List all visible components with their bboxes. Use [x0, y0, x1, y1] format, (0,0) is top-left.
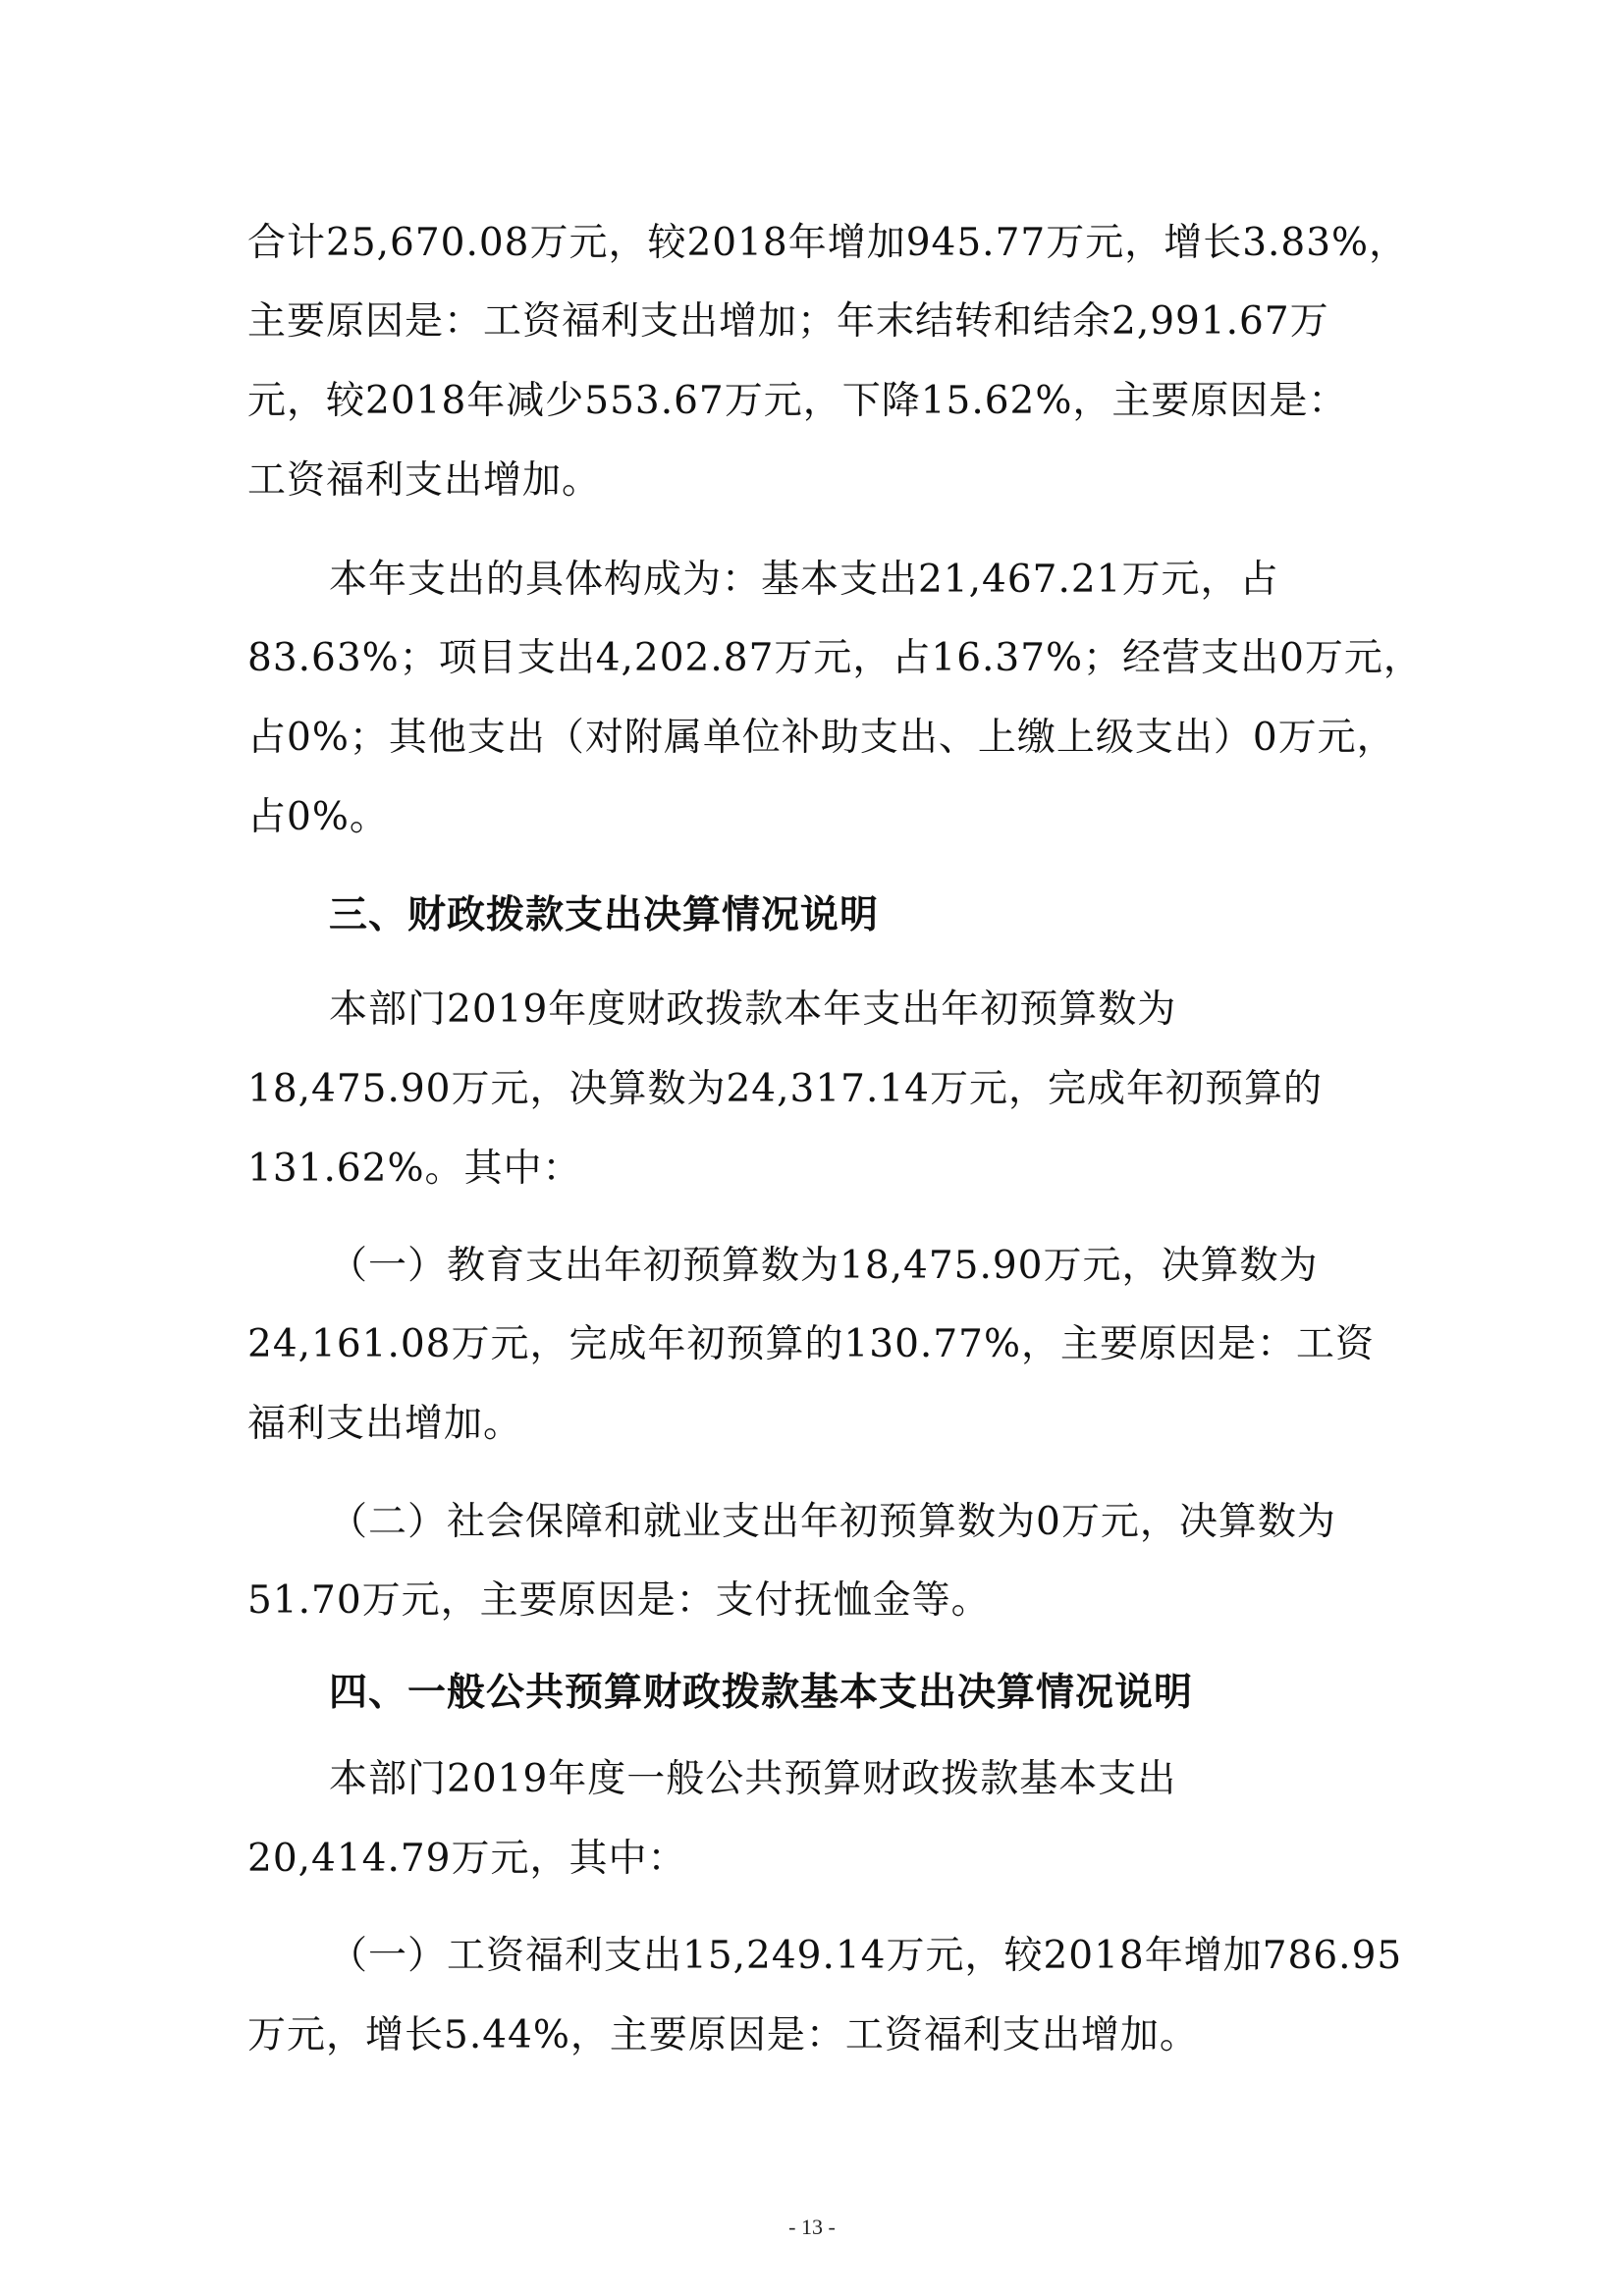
- paragraph-1-line-2: 主要原因是：工资福利支出增加；年末结转和结余2,991.67万: [247, 299, 1329, 344]
- paragraph-2-line-1: 本年支出的具体构成为：基本支出21,467.21万元，占: [329, 558, 1279, 602]
- paragraph-5-line-1: （二）社会保障和就业支出年初预算数为0万元，决算数为: [329, 1500, 1336, 1544]
- paragraph-7-line-1: （一）工资福利支出15,249.14万元，较2018年增加786.95: [329, 1934, 1403, 1978]
- paragraph-2-line-4: 占0%。: [247, 795, 389, 839]
- paragraph-6-line-2: 20,414.79万元，其中：: [247, 1837, 687, 1881]
- page-number: - 13 -: [788, 2215, 836, 2239]
- paragraph-4-line-1: （一）教育支出年初预算数为18,475.90万元，决算数为: [329, 1244, 1319, 1288]
- paragraph-4-line-3: 福利支出增加。: [247, 1402, 523, 1446]
- paragraph-2-line-2: 83.63%；项目支出4,202.87万元，占16.37%；经营支出0万元，: [247, 636, 1423, 680]
- paragraph-1-line-3: 元，较2018年减少553.67万元，下降15.62%，主要原因是：: [247, 379, 1348, 423]
- paragraph-3-line-3: 131.62%。其中：: [247, 1147, 582, 1191]
- paragraph-7-line-2: 万元，增长5.44%，主要原因是：工资福利支出增加。: [247, 2013, 1199, 2057]
- paragraph-4-line-2: 24,161.08万元，完成年初预算的130.77%，主要原因是：工资: [247, 1322, 1376, 1366]
- paragraph-6-line-1: 本部门2019年度一般公共预算财政拨款基本支出: [329, 1757, 1177, 1801]
- paragraph-2-line-3: 占0%；其他支出（对附属单位补助支出、上缴上级支出）0万元，: [247, 716, 1396, 760]
- paragraph-3-line-2: 18,475.90万元，决算数为24,317.14万元，完成年初预算的: [247, 1067, 1323, 1111]
- paragraph-1-line-1: 合计25,670.08万元，较2018年增加945.77万元，增长3.83%，: [247, 221, 1409, 265]
- paragraph-1-line-4: 工资福利支出增加。: [247, 458, 602, 503]
- paragraph-5-line-2: 51.70万元，主要原因是：支付抚恤金等。: [247, 1578, 991, 1623]
- section-heading-3: 三、财政拨款支出决算情况说明: [329, 893, 880, 937]
- section-heading-4: 四、一般公共预算财政拨款基本支出决算情况说明: [329, 1671, 1194, 1715]
- paragraph-3-line-1: 本部门2019年度财政拨款本年支出年初预算数为: [329, 988, 1177, 1032]
